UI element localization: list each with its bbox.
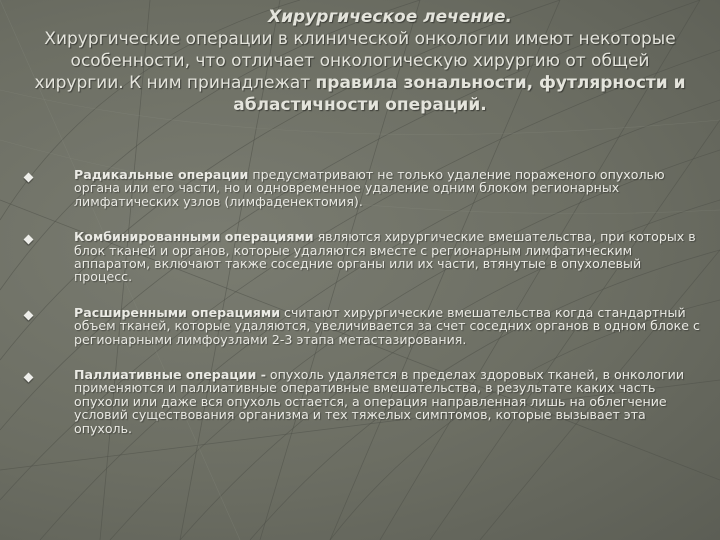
diamond-bullet-icon <box>24 235 34 245</box>
list-item-term: Комбинированными операциями <box>74 229 314 245</box>
list-item-term: Расширенными операциями <box>74 304 281 320</box>
diamond-bullet-icon <box>24 373 34 383</box>
list-item-description: считают хирургические вмешательства когда стандартный объем тканей, которые удаляются, увеличивается за счет соседних органов в одном блоке с регионарными лимфоузлами 2-3 этапа метастазирования. <box>74 304 700 347</box>
heading-intro-text: Хирургические операции в клинической онкологии имеют некоторые особенности, что отличает онкологическую хирургию от общей хирургии. К ним принадлежат <box>34 29 676 93</box>
heading-emphasis-text: правила зональности, футлярности и абластичности операций. <box>233 73 686 115</box>
list-item-text <box>74 230 702 284</box>
list-item-description: предусматривают не только удаление пораженого опухолью органа или его части, но и одновременное удаление одним блоком регионарных лимфатических узлов (лимфаденектомия). <box>74 167 665 209</box>
diamond-bullet-icon <box>24 310 34 320</box>
list-item-extended <box>22 306 702 346</box>
diamond-bullet-icon <box>24 173 34 183</box>
list-item-term: Паллиативные операции - <box>74 367 266 383</box>
list-item-text <box>74 368 702 435</box>
list-item-description: опухоль удаляется в пределах здоровых тканей, в онкологии применяются и паллиативные оперативные вмешательства, в результате каких часть опухоли или даже вся опухоль остается, а операция направленная лишь на облегчение условий существования организма и тех тяжелых симптомов, которые вызывает эта опухоль. <box>74 367 684 436</box>
list-item-description: являются хирургические вмешательства, при которых в блок тканей и органов, которые удаляются вместе с регионарным лимфатическим аппаратом, включают также соседние органы или их части, втянутые в опухолевый процесс. <box>74 229 696 285</box>
list-item-term: Радикальные операции <box>74 167 249 182</box>
list-item-radical <box>22 168 702 208</box>
bullet-list <box>22 168 702 457</box>
list-item-combined <box>22 230 702 284</box>
list-item-palliative <box>22 368 702 435</box>
list-item-text <box>74 306 702 346</box>
slide-heading <box>30 6 690 116</box>
slide-title: Хирургическое лечение. <box>267 7 512 27</box>
list-item-text <box>74 168 702 208</box>
